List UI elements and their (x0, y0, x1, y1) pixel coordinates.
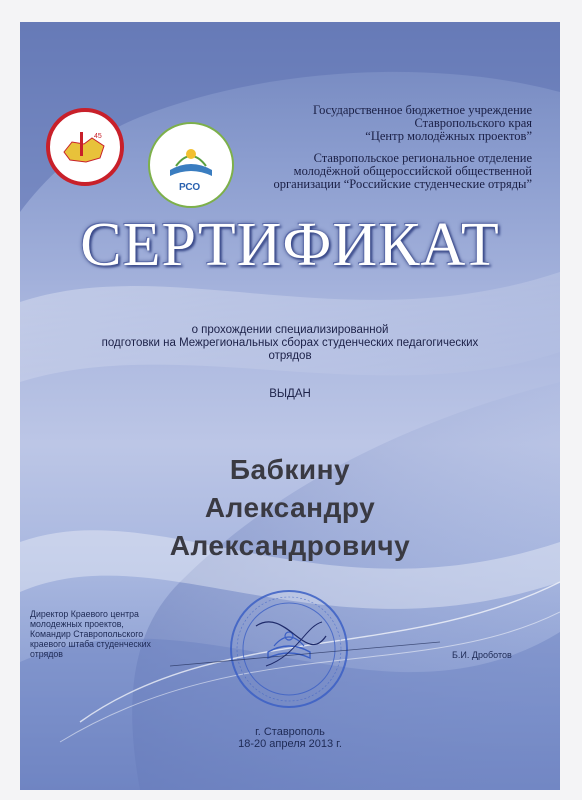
recipient-surname: Бабкину (229, 454, 351, 485)
subtitle-line: отрядов (268, 350, 312, 362)
subtitle-line: о прохождении специализированной (191, 324, 389, 336)
org-line: молодёжной общероссийской общественной (293, 164, 532, 179)
place: г. Ставрополь (255, 726, 325, 738)
signatory-name: Б.И. Дроботов (452, 650, 512, 660)
signatory-line: Директор Краевого центра (30, 609, 139, 619)
signatory-line: краевого штаба студенческих (30, 639, 151, 649)
subtitle-line: подготовки на Межрегиональных сборах студенческих педагогических (101, 337, 479, 349)
signatory-line: отрядов (30, 649, 63, 659)
dates: 18-20 апреля 2013 г. (238, 738, 342, 750)
place-and-date (20, 726, 560, 750)
org-line: Государственное бюджетное учреждение (312, 103, 532, 117)
signatory-line: молодежных проектов, (30, 619, 124, 629)
signatory-line: Командир Ставропольского (30, 629, 144, 639)
org-line: “Центр молодёжных проектов” (365, 129, 532, 144)
org-line: Ставропольского края (414, 116, 532, 131)
svg-text:45: 45 (94, 133, 102, 140)
issued-label: ВЫДАН (269, 388, 311, 400)
org-line: Ставропольское региональное отделение (313, 151, 532, 165)
org-line: организации “Российские студенческие отряды” (273, 177, 532, 192)
recipient-first-name: Александру (204, 492, 376, 523)
recipient-patronymic: Александровичу (169, 530, 411, 561)
certificate-title: СЕРТИФИКАТ (80, 211, 500, 279)
svg-text:РСО: РСО (179, 182, 201, 193)
certificate-sheet (20, 22, 560, 790)
signature-line (20, 22, 560, 790)
